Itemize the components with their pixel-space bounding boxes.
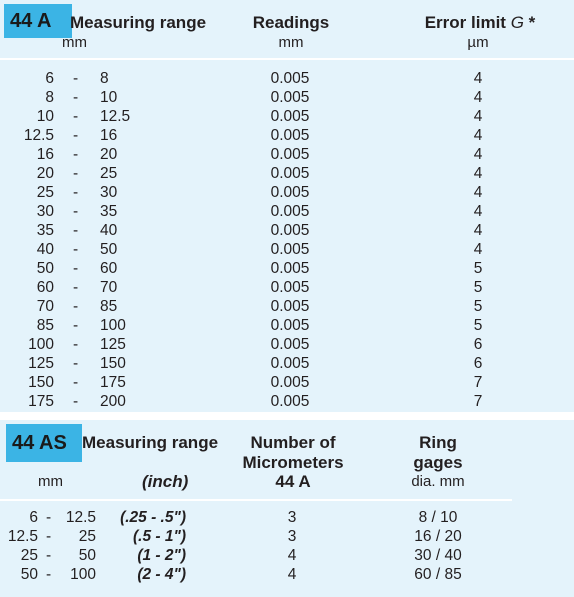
range-to: 50 (78, 547, 96, 564)
col-error-limit-unit: µm (467, 34, 489, 51)
micrometer-count: 4 (287, 547, 297, 564)
col-readings-unit: mm (278, 34, 304, 51)
range-from: 125 (28, 355, 54, 372)
error-limit-value: 5 (473, 260, 483, 277)
reading-value: 0.005 (270, 260, 310, 277)
range-from: 12.5 (23, 127, 54, 144)
table-row (0, 221, 574, 240)
range-dash: - (73, 317, 79, 334)
range-dash: - (73, 203, 79, 220)
table-row (0, 565, 574, 584)
col-error-limit-header (420, 13, 540, 33)
reading-value: 0.005 (270, 127, 310, 144)
error-limit-label: Error limit (424, 13, 511, 32)
reading-value: 0.005 (270, 165, 310, 182)
table-44a-badge: 44 A (4, 4, 72, 38)
table-row (0, 278, 574, 297)
range-to: 25 (100, 165, 118, 182)
range-from: 6 (45, 70, 54, 87)
range-from: 20 (36, 165, 54, 182)
divider (0, 499, 512, 501)
ring-gage-dia: 60 / 85 (414, 566, 462, 583)
range-from: 30 (36, 203, 54, 220)
col-ring-header-2: gages (413, 453, 463, 472)
range-to: 85 (100, 298, 118, 315)
table-row (0, 297, 574, 316)
col-measuring-range-unit: mm (62, 34, 87, 51)
micrometer-count: 3 (287, 528, 297, 545)
range-to: 150 (100, 355, 126, 372)
error-limit-value: 4 (473, 70, 483, 87)
table-row (0, 183, 574, 202)
range-dash: - (73, 355, 79, 372)
error-limit-value: 6 (473, 336, 483, 353)
range-from: 10 (36, 108, 54, 125)
range-to: 50 (100, 241, 118, 258)
table-row (0, 373, 574, 392)
reading-value: 0.005 (270, 108, 310, 125)
col-ring-header-1: Ring (419, 433, 457, 452)
reading-value: 0.005 (270, 70, 310, 87)
ring-gage-dia: 30 / 40 (414, 547, 462, 564)
range-from: 175 (28, 393, 54, 410)
ring-gage-dia: 8 / 10 (418, 509, 458, 526)
table-row (0, 164, 574, 183)
range-to: 10 (100, 89, 118, 106)
reading-value: 0.005 (270, 374, 310, 391)
range-dash: - (73, 146, 79, 163)
reading-value: 0.005 (270, 298, 310, 315)
range-dash: - (73, 336, 79, 353)
range-from: 16 (36, 146, 54, 163)
range-from: 100 (28, 336, 54, 353)
range-from: 12.5 (7, 528, 38, 545)
col-number-header-2: Micrometers (242, 453, 344, 472)
table-row (0, 335, 574, 354)
error-limit-value: 4 (473, 222, 483, 239)
error-limit-symbol: G (510, 13, 524, 32)
reading-value: 0.005 (270, 222, 310, 239)
range-to: 25 (78, 528, 96, 545)
col-measuring-range-unit-2: mm (38, 473, 63, 490)
range-to: 40 (100, 222, 118, 239)
error-limit-value: 5 (473, 279, 483, 296)
range-to: 12.5 (65, 509, 96, 526)
reading-value: 0.005 (270, 146, 310, 163)
range-inch: (.25 - .5") (120, 509, 186, 526)
reading-value: 0.005 (270, 241, 310, 258)
range-dash: - (73, 374, 79, 391)
col-measuring-range-header: Measuring range (70, 13, 207, 32)
table-row (0, 527, 574, 546)
table-row (0, 392, 574, 411)
range-to: 20 (100, 146, 118, 163)
range-dash: - (73, 165, 79, 182)
range-to: 100 (70, 566, 96, 583)
table-row (0, 88, 574, 107)
micrometer-count: 3 (287, 509, 297, 526)
table-row (0, 69, 574, 88)
col-inch-header: (inch) (142, 472, 189, 491)
range-to: 12.5 (100, 108, 131, 125)
range-dash: - (73, 222, 79, 239)
col-number-header-3: 44 A (275, 472, 311, 491)
range-dash: - (73, 70, 79, 87)
range-to: 100 (100, 317, 126, 334)
range-dash: - (46, 566, 52, 583)
error-limit-value: 5 (473, 317, 483, 334)
error-limit-value: 7 (473, 393, 483, 410)
range-from: 25 (36, 184, 54, 201)
table-row (0, 126, 574, 145)
range-to: 8 (100, 70, 109, 87)
range-dash: - (46, 547, 52, 564)
range-dash: - (73, 127, 79, 144)
range-dash: - (73, 89, 79, 106)
range-dash: - (73, 241, 79, 258)
reading-value: 0.005 (270, 393, 310, 410)
reading-value: 0.005 (270, 184, 310, 201)
reading-value: 0.005 (270, 89, 310, 106)
range-from: 40 (36, 241, 54, 258)
range-to: 16 (100, 127, 118, 144)
error-limit-value: 7 (473, 374, 483, 391)
col-readings-header: Readings (252, 13, 330, 32)
error-limit-value: 4 (473, 108, 483, 125)
table-row (0, 145, 574, 164)
error-limit-star: * (523, 13, 536, 32)
error-limit-value: 5 (473, 298, 483, 315)
range-inch: (2 - 4") (137, 566, 186, 583)
divider (0, 58, 574, 60)
table-row (0, 316, 574, 335)
range-to: 200 (100, 393, 126, 410)
error-limit-value: 4 (473, 146, 483, 163)
range-from: 60 (36, 279, 54, 296)
range-dash: - (73, 279, 79, 296)
range-from: 6 (29, 509, 38, 526)
range-to: 30 (100, 184, 118, 201)
table-44as-badge: 44 AS (6, 424, 82, 462)
range-dash: - (73, 393, 79, 410)
error-limit-value: 4 (473, 203, 483, 220)
reading-value: 0.005 (270, 279, 310, 296)
range-inch: (.5 - 1") (133, 528, 186, 545)
error-limit-value: 4 (473, 184, 483, 201)
range-dash: - (46, 528, 52, 545)
table-row (0, 354, 574, 373)
range-to: 125 (100, 336, 126, 353)
table-row (0, 259, 574, 278)
error-limit-value: 4 (473, 89, 483, 106)
range-from: 150 (28, 374, 54, 391)
error-limit-value: 4 (473, 165, 483, 182)
range-to: 175 (100, 374, 126, 391)
col-number-header-1: Number of (250, 433, 336, 452)
reading-value: 0.005 (270, 203, 310, 220)
range-dash: - (73, 184, 79, 201)
col-measuring-range-header-2: Measuring range (82, 433, 219, 452)
range-to: 60 (100, 260, 118, 277)
reading-value: 0.005 (270, 317, 310, 334)
error-limit-value: 4 (473, 127, 483, 144)
range-inch: (1 - 2") (137, 547, 186, 564)
error-limit-value: 6 (473, 355, 483, 372)
table-row (0, 240, 574, 259)
range-dash: - (73, 108, 79, 125)
table-row (0, 202, 574, 221)
range-from: 50 (36, 260, 54, 277)
micrometer-count: 4 (287, 566, 297, 583)
range-dash: - (73, 260, 79, 277)
range-from: 8 (45, 89, 54, 106)
table-row (0, 508, 574, 527)
range-dash: - (73, 298, 79, 315)
error-limit-value: 4 (473, 241, 483, 258)
range-from: 70 (36, 298, 54, 315)
range-from: 85 (36, 317, 54, 334)
col-ring-header-3: dia. mm (411, 473, 465, 490)
range-dash: - (46, 509, 52, 526)
ring-gage-dia: 16 / 20 (414, 528, 462, 545)
reading-value: 0.005 (270, 336, 310, 353)
range-from: 50 (20, 566, 38, 583)
table-row (0, 107, 574, 126)
range-from: 35 (36, 222, 54, 239)
range-to: 70 (100, 279, 118, 296)
reading-value: 0.005 (270, 355, 310, 372)
range-to: 35 (100, 203, 118, 220)
table-row (0, 546, 574, 565)
range-from: 25 (20, 547, 38, 564)
